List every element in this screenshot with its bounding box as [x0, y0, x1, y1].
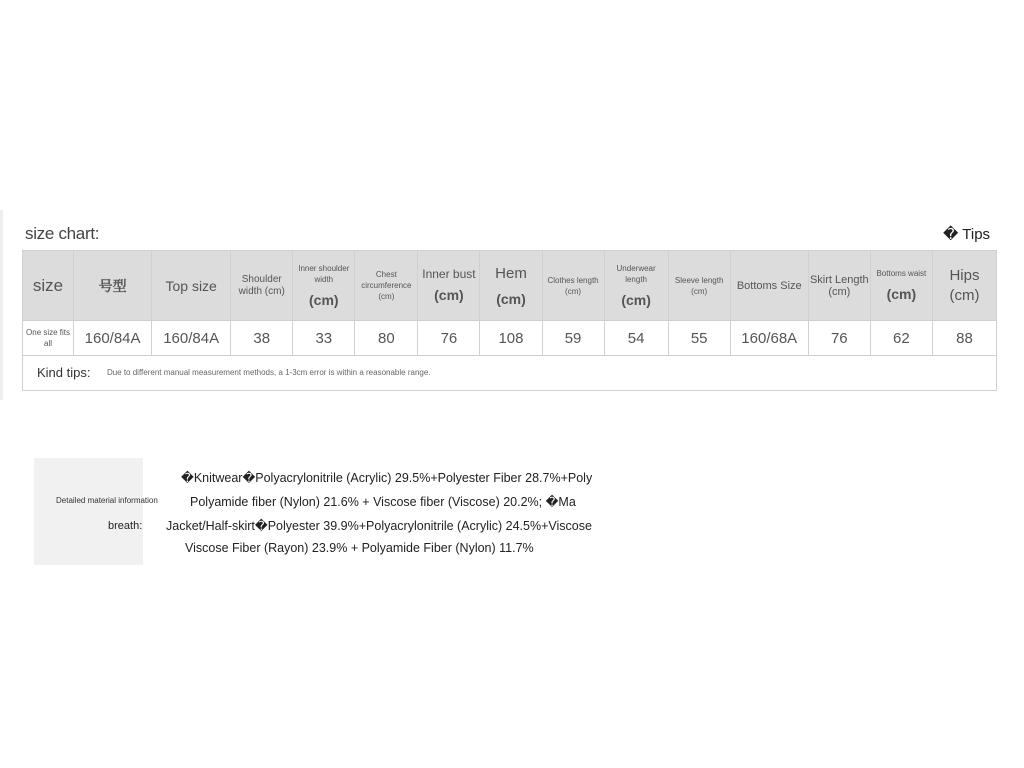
cell-hips: 88 [932, 321, 996, 356]
material-line-jacket: Jacket/Half-skirt�Polyester 39.9%+Polyacrylonitrile (Acrylic) 24.5%+Viscose [166, 519, 592, 533]
cell-clothes-length: 59 [542, 321, 604, 356]
cell-model: 160/84A [74, 321, 152, 356]
header-chest: Chest circumference (cm) [355, 251, 418, 321]
tips-link[interactable]: � Tips [943, 226, 991, 243]
kind-tips-label: Kind tips: [37, 365, 91, 381]
header-clothes-length: Clothes length (cm) [542, 251, 604, 321]
material-line-knitwear-cont: Polyamide fiber (Nylon) 21.6% + Viscose fiber (Viscose) 20.2%; �Ma [190, 495, 576, 509]
cell-shoulder-width: 38 [231, 321, 293, 356]
cell-underwear-length: 54 [604, 321, 668, 356]
header-skirt-length: Skirt Length (cm) [808, 251, 870, 321]
material-line-knitwear: �Knitwear�Polyacrylonitrile (Acrylic) 29.5%+Polyester Fiber 28.7%+Poly [181, 471, 593, 485]
cell-chest: 80 [355, 321, 418, 356]
header-top-size: Top size [152, 251, 231, 321]
header-bottoms-waist: Bottoms waist (cm) [870, 251, 932, 321]
kind-tips-row [23, 356, 997, 391]
kind-tips-cell [23, 356, 997, 391]
header-model: 号型 [74, 251, 152, 321]
left-edge-divider [0, 210, 3, 400]
material-label-box [34, 458, 143, 565]
material-label-breath: breath: [108, 520, 143, 532]
header-inner-bust: Inner bust (cm) [418, 251, 480, 321]
kind-tips-text: Due to different manual measurement methods, a 1-3cm error is within a reasonable range. [106, 368, 431, 378]
header-size: size [23, 251, 74, 321]
header-underwear-length: Underwear length (cm) [604, 251, 668, 321]
material-line-jacket-cont: Viscose Fiber (Rayon) 23.9% + Polyamide Fiber (Nylon) 11.7% [185, 541, 534, 555]
cell-inner-shoulder: 33 [293, 321, 355, 356]
header-shoulder-width: Shoulder width (cm) [231, 251, 293, 321]
size-chart-title: size chart: [25, 224, 100, 243]
header-hips: Hips (cm) [932, 251, 996, 321]
cell-size: One size fits all [23, 321, 74, 356]
header-sleeve-length: Sleeve length (cm) [668, 251, 730, 321]
material-label-title: Detailed material information [56, 496, 158, 505]
cell-inner-bust: 76 [418, 321, 480, 356]
table-row [23, 321, 997, 356]
cell-bottoms-waist: 62 [870, 321, 932, 356]
header-hem: Hem (cm) [480, 251, 542, 321]
cell-skirt-length: 76 [808, 321, 870, 356]
header-inner-shoulder: Inner shoulder width (cm) [293, 251, 355, 321]
table-header-row [23, 251, 997, 321]
cell-hem: 108 [480, 321, 542, 356]
size-table [22, 250, 997, 391]
header-bottoms-size: Bottoms Size [730, 251, 808, 321]
cell-sleeve-length: 55 [668, 321, 730, 356]
cell-top-size: 160/84A [152, 321, 231, 356]
cell-bottoms-size: 160/68A [730, 321, 808, 356]
